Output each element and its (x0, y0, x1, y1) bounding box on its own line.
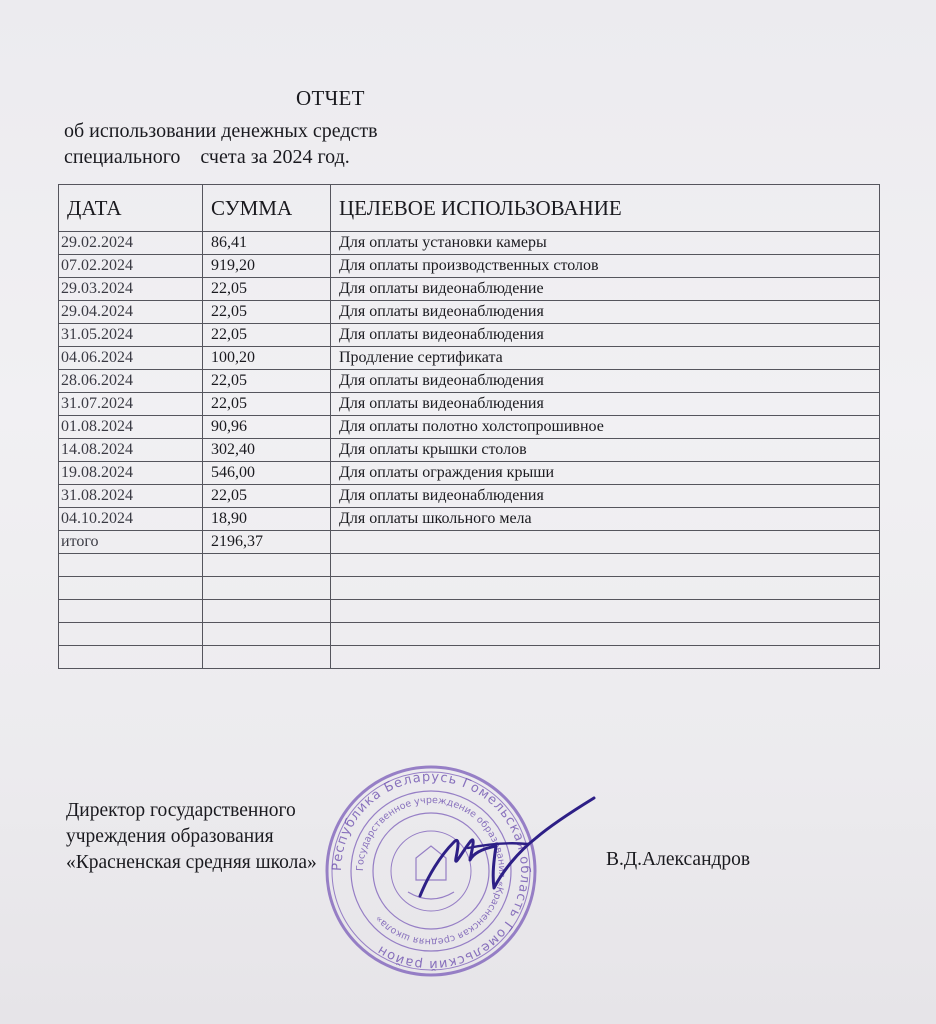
cell-amount: 22,05 (203, 278, 331, 301)
table-row (59, 508, 880, 531)
cell-purpose: Для оплаты установки камеры (331, 232, 880, 255)
signature-block (66, 798, 317, 876)
cell-amount: 22,05 (203, 393, 331, 416)
table-row (59, 393, 880, 416)
header-purpose: ЦЕЛЕВОЕ ИСПОЛЬЗОВАНИЕ (331, 185, 880, 232)
cell-purpose: Для оплаты видеонаблюдения (331, 370, 880, 393)
position-line-3: «Красненская средняя школа» (66, 852, 317, 873)
empty-row (59, 600, 880, 623)
cell-amount: 86,41 (203, 232, 331, 255)
cell-date: 31.05.2024 (59, 324, 203, 347)
cell-date: 29.03.2024 (59, 278, 203, 301)
cell-amount: 22,05 (203, 485, 331, 508)
empty-cell (59, 646, 203, 669)
cell-date: 07.02.2024 (59, 255, 203, 278)
cell-date: 19.08.2024 (59, 462, 203, 485)
cell-amount: 100,20 (203, 347, 331, 370)
table-row (59, 416, 880, 439)
subtitle-line-1: об использовании денежных средств (64, 120, 378, 142)
total-label: итого (59, 531, 203, 554)
total-amount: 2196,37 (203, 531, 331, 554)
table-row (59, 324, 880, 347)
table-row (59, 485, 880, 508)
empty-cell (203, 554, 331, 577)
cell-date: 04.06.2024 (59, 347, 203, 370)
cell-purpose: Для оплаты видеонаблюдения (331, 301, 880, 324)
cell-purpose: Для оплаты полотно холстопрошивное (331, 416, 880, 439)
table-row (59, 370, 880, 393)
empty-cell (59, 554, 203, 577)
empty-cell (203, 623, 331, 646)
total-row (59, 531, 880, 554)
empty-cell (59, 577, 203, 600)
expense-table (58, 184, 880, 669)
cell-date: 14.08.2024 (59, 439, 203, 462)
empty-row (59, 554, 880, 577)
document-subtitle (64, 118, 378, 170)
table-header-row (59, 185, 880, 232)
cell-purpose: Для оплаты видеонаблюдение (331, 278, 880, 301)
cell-date: 28.06.2024 (59, 370, 203, 393)
header-amount: СУММА (203, 185, 331, 232)
signer-name: В.Д.Александров (606, 849, 751, 870)
empty-cell (203, 646, 331, 669)
empty-cell (331, 623, 880, 646)
cell-amount: 90,96 (203, 416, 331, 439)
cell-date: 29.02.2024 (59, 232, 203, 255)
table-row (59, 255, 880, 278)
cell-amount: 546,00 (203, 462, 331, 485)
cell-purpose: Для оплаты крышки столов (331, 439, 880, 462)
cell-date: 04.10.2024 (59, 508, 203, 531)
cell-purpose: Для оплаты видеонаблюдения (331, 324, 880, 347)
position-line-2: учреждения образования (66, 826, 274, 847)
subtitle-line-2: специального счета за 2024 год. (64, 146, 350, 168)
table-row (59, 301, 880, 324)
position-line-1: Директор государственного (66, 800, 296, 821)
table-row (59, 347, 880, 370)
document-title: ОТЧЕТ (296, 86, 365, 110)
cell-amount: 22,05 (203, 301, 331, 324)
cell-purpose: Продление сертификата (331, 347, 880, 370)
empty-row (59, 623, 880, 646)
table-row (59, 232, 880, 255)
cell-purpose: Для оплаты производственных столов (331, 255, 880, 278)
empty-cell (331, 600, 880, 623)
table-body (59, 232, 880, 669)
cell-purpose: Для оплаты видеонаблюдения (331, 485, 880, 508)
empty-cell (331, 646, 880, 669)
header-date: ДАТА (59, 185, 203, 232)
empty-cell (331, 577, 880, 600)
handwritten-signature (398, 790, 612, 900)
cell-date: 31.07.2024 (59, 393, 203, 416)
cell-purpose: Для оплаты школьного мела (331, 508, 880, 531)
stamp-inner-text: Государственное учреждение образования «Красненская средняя школа» (354, 794, 508, 948)
cell-purpose: Для оплаты видеонаблюдения (331, 393, 880, 416)
cell-purpose-empty (331, 531, 880, 554)
cell-date: 29.04.2024 (59, 301, 203, 324)
empty-cell (331, 554, 880, 577)
table-row (59, 278, 880, 301)
cell-date: 31.08.2024 (59, 485, 203, 508)
cell-amount: 919,20 (203, 255, 331, 278)
table-row (59, 439, 880, 462)
cell-amount: 18,90 (203, 508, 331, 531)
cell-amount: 22,05 (203, 324, 331, 347)
cell-amount: 302,40 (203, 439, 331, 462)
empty-cell (203, 577, 331, 600)
empty-cell (59, 623, 203, 646)
stamp-outer-text: Республика Беларусь Гомельская область Гомельский район (329, 769, 533, 973)
empty-row (59, 646, 880, 669)
empty-cell (203, 600, 331, 623)
cell-date: 01.08.2024 (59, 416, 203, 439)
empty-cell (59, 600, 203, 623)
cell-purpose: Для оплаты ограждения крыши (331, 462, 880, 485)
cell-amount: 22,05 (203, 370, 331, 393)
empty-row (59, 577, 880, 600)
table-row (59, 462, 880, 485)
